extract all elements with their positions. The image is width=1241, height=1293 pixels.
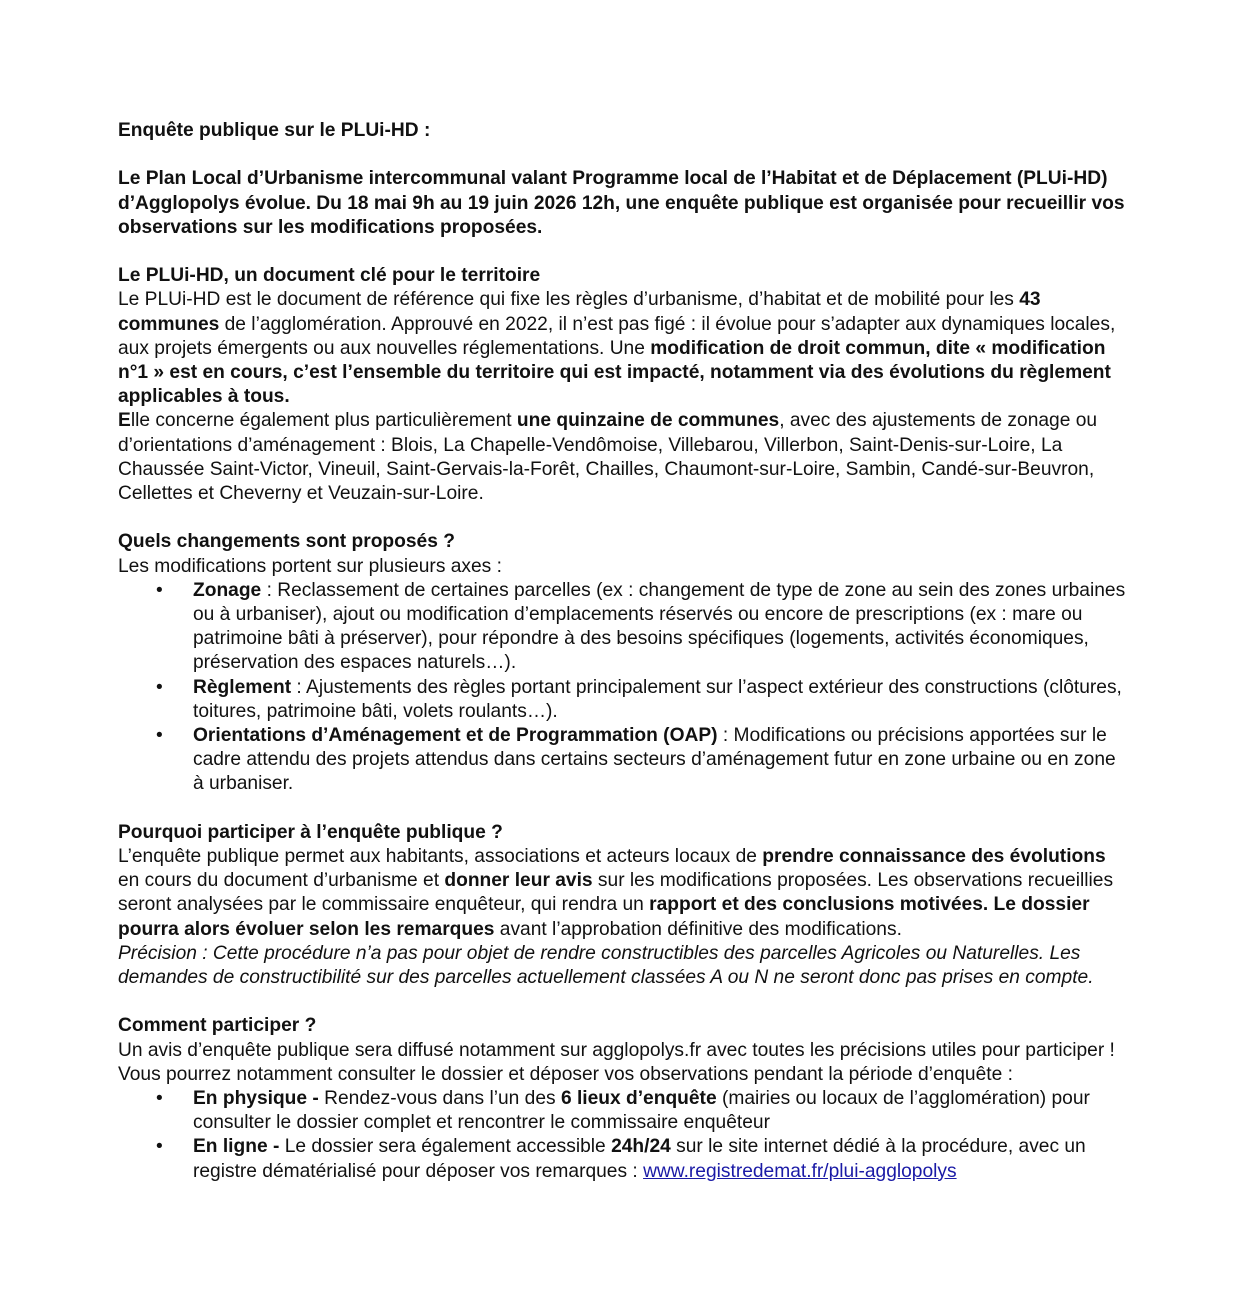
- list-item-label: En ligne -: [193, 1136, 285, 1158]
- text: lle concerne également plus particulièrement: [130, 410, 517, 432]
- spacer: [118, 143, 1128, 167]
- list-item-label: Règlement: [193, 676, 292, 698]
- text: Rendez-vous dans l’un des: [324, 1088, 561, 1110]
- list-item-label: Zonage: [193, 579, 262, 601]
- section-heading-comment: Comment participer ?: [118, 1015, 317, 1037]
- bold-text: 6 lieux d’enquête: [560, 1088, 717, 1110]
- registre-link[interactable]: www.registredemat.fr/plui-agglopolys: [643, 1160, 957, 1182]
- participation-list: [118, 1087, 1128, 1184]
- changes-list: [118, 579, 1128, 797]
- bold-text: E: [118, 410, 131, 432]
- text: avant l’approbation définitive des modifications.: [494, 918, 902, 940]
- list-item-text: : Ajustements des règles portant principalement sur l’aspect extérieur des constructions (clôtures, toitures, patrimoine bâti, volets roulants…).: [193, 676, 1122, 722]
- spacer: [118, 797, 1128, 821]
- precision-note: Précision : Cette procédure n’a pas pour objet de rendre constructibles des parcelles Agricoles ou Naturelles. Les demandes de constructibilité sur des parcelles actuellement classées A ou N ne seront donc pas prises en compte.: [118, 942, 1094, 989]
- section-heading-changements: Quels changements sont proposés ?: [118, 531, 455, 553]
- text: (mairies ou locaux de l’agglomération) pour consulter le dossier complet et rencontrer le commissaire enquêteur: [193, 1088, 1090, 1134]
- list-item-en-ligne: [156, 1135, 1128, 1183]
- section3-paragraph: [118, 845, 1128, 942]
- list-item-text: : Modifications ou précisions apportées sur le cadre attendu des projets attendus dans certains secteurs d’aménagement futur en zone urbaine ou en zone à urbaniser.: [193, 725, 1116, 795]
- section-heading-pourquoi: Pourquoi participer à l’enquête publique ?: [118, 821, 503, 843]
- spacer: [118, 990, 1128, 1014]
- bold-text: prendre connaissance des évolutions: [762, 846, 1106, 868]
- section1-paragraph-2: [118, 409, 1128, 506]
- text: sur les modifications proposées. Les observations recueillies seront analysées par le commissaire enquêteur, qui rendra un: [118, 870, 1114, 916]
- bold-text: 24h/24: [611, 1136, 671, 1158]
- section2-lead: Les modifications portent sur plusieurs axes :: [118, 555, 502, 577]
- intro-paragraph: Le Plan Local d’Urbanisme intercommunal valant Programme local de l’Habitat et de Déplacement (PLUi-HD) d’Agglopolys évolue. Du 18 mai 9h au 19 juin 2026 12h, une enquête publique est organisée pour recueillir vos observations sur les modifications proposées.: [118, 168, 1125, 238]
- list-item-reglement: [156, 676, 1128, 724]
- bold-text: rapport et des conclusions motivées. Le dossier pourra alors évoluer selon les remarques: [118, 894, 1090, 940]
- text: Le PLUi-HD est le document de référence qui fixe les règles d’urbanisme, d’habitat et de mobilité pour les: [118, 289, 1020, 311]
- section-heading-document-cle: Le PLUi-HD, un document clé pour le territoire: [118, 265, 541, 287]
- text: en cours du document d’urbanisme et: [118, 870, 445, 892]
- list-item-text: : Reclassement de certaines parcelles (ex : changement de type de zone au sein des zones urbaines ou à urbaniser), ajout ou modification d’emplacements réservés ou encore de prescriptions (ex : mare ou patrimoine bâti à préserver), pour répondre à des besoins spécifiques (logements, activités économiques, préservation des espaces naturels…).: [193, 579, 1126, 674]
- spacer: [118, 506, 1128, 530]
- list-item-label: Orientations d’Aménagement et de Programmation (OAP): [193, 725, 718, 747]
- list-item-oap: [156, 724, 1128, 797]
- bold-text: 43 communes: [118, 289, 1041, 335]
- bullet-icon: •: [156, 1088, 163, 1110]
- list-item-label: En physique -: [193, 1088, 325, 1110]
- bold-text: modification de droit commun, dite « modification n°1 » est en cours, c’est l’ensemble du territoire qui est impacté, notamment via des évolutions du règlement applicables à tous.: [118, 337, 1111, 408]
- text: Le dossier sera également accessible: [284, 1136, 612, 1158]
- section4-lead: Un avis d’enquête publique sera diffusé notamment sur agglopolys.fr avec toutes les précisions utiles pour participer ! Vous pourrez notamment consulter le dossier et déposer vos observations pendant la période d’enquête :: [118, 1039, 1115, 1085]
- text: , avec des ajustements de zonage ou d’orientations d’aménagement : Blois, La Chapelle-Vendômoise, Villebarou, Villerbon, Saint-Denis-sur-Loire, La Chaussée Saint-Victor, Vineuil, Saint-Gervais-la-Forêt, Chailles, Chaumont-sur-Loire, Sambin, Candé-sur-Beuvron, Cellettes et Cheverny et Veuzain-sur-Loire.: [118, 410, 1098, 505]
- text: sur le site internet dédié à la procédure, avec un registre dématérialisé pour déposer vos remarques :: [193, 1136, 1086, 1182]
- document-page: [118, 119, 1128, 1184]
- section1-paragraph-1: [118, 288, 1128, 409]
- bold-text: une quinzaine de communes: [516, 410, 780, 432]
- bullet-icon: •: [156, 1136, 163, 1158]
- bullet-icon: •: [156, 579, 163, 601]
- bold-text: donner leur avis: [444, 870, 593, 892]
- text: de l’agglomération. Approuvé en 2022, il n’est pas figé : il évolue pour s’adapter aux dynamiques locales, aux projets émergents ou aux nouvelles réglementations. Une: [118, 313, 1116, 359]
- spacer: [118, 240, 1128, 264]
- document-title: Enquête publique sur le PLUi-HD :: [118, 120, 431, 141]
- list-item-en-physique: [156, 1087, 1128, 1135]
- bullet-icon: •: [156, 725, 163, 747]
- text: L’enquête publique permet aux habitants, associations et acteurs locaux de: [118, 846, 763, 868]
- bullet-icon: •: [156, 676, 163, 698]
- list-item-zonage: [156, 579, 1128, 676]
